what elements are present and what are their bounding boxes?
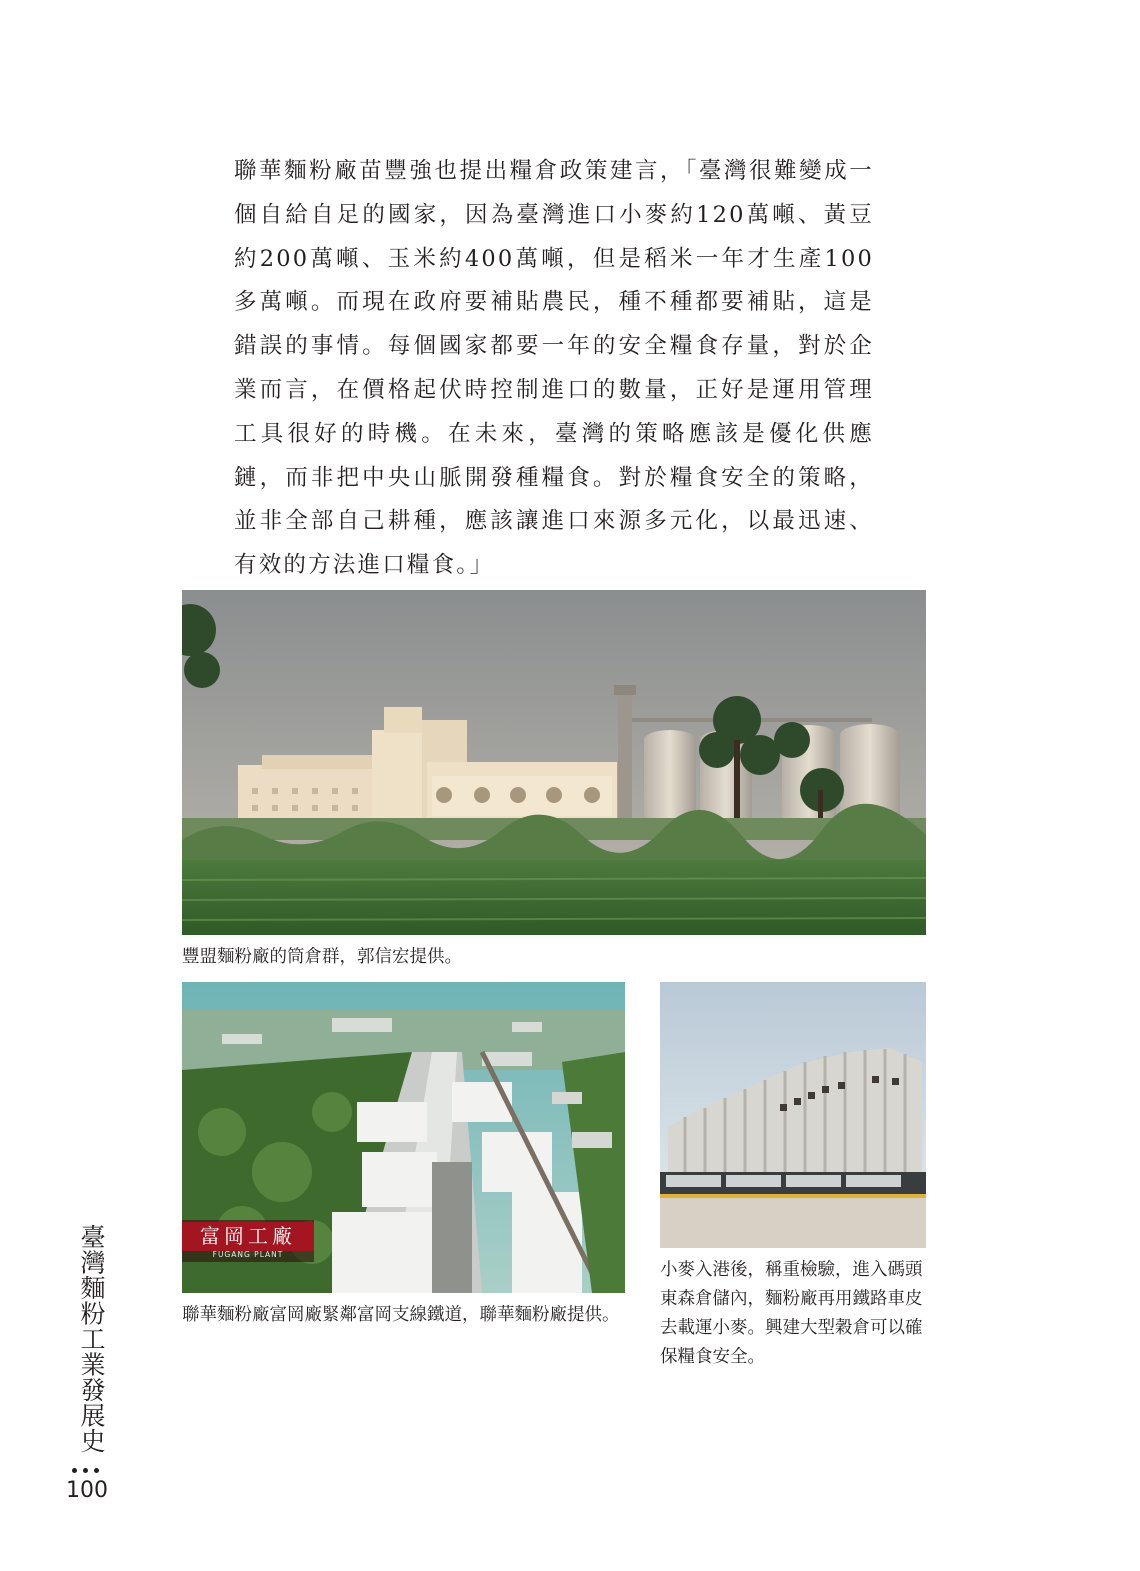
body-paragraph: 聯華麵粉廠苗豐強也提出糧倉政策建言，「臺灣很難變成一個自給自足的國家，因為臺灣進口小麥約120萬噸、黃豆約200萬噸、玉米約400萬噸，但是稻米一年才生產100多萬噸。而現在政府要補貼農民，種不種都要補貼，這是錯誤的事情。每個國家都要一年的安全糧食存量，對於企業而言，在價格起伏時控制進口的數量，正好是運用管理工具很好的時機。在未來，臺灣的策略應該是優化供應鏈，而非把中央山脈開發種糧食。對於糧食安全的策略，並非全部自己耕種，應該讓進口來源多元化，以最迅速、有效的方法進口糧食。」 (234, 158, 874, 579)
port-silo-photo (660, 982, 926, 1248)
port-silo-caption: 小麥入港後，稱重檢驗，進入碼頭東森倉儲內，麵粉廠再用鐵路車皮去載運小麥。興建大型穀倉可以確保糧食安全。 (660, 1260, 923, 1367)
silo-group-photo (182, 590, 926, 935)
plant-label-cn: 富岡工廠 (182, 1222, 314, 1251)
book-title-vertical: 臺灣麵粉工業發展史 (77, 1224, 106, 1454)
fugang-plant-caption: 聯華麵粉廠富岡廠緊鄰富岡支線鐵道，聯華麵粉廠提供。 (182, 1305, 620, 1325)
fugang-plant-photo (182, 982, 625, 1293)
page-dots (72, 1468, 99, 1473)
silo-group-caption: 豐盟麵粉廠的筒倉群，郭信宏提供。 (182, 947, 462, 967)
plant-label-en: FUGANG PLANT (212, 1250, 284, 1259)
page-number: 100 (66, 1478, 108, 1503)
